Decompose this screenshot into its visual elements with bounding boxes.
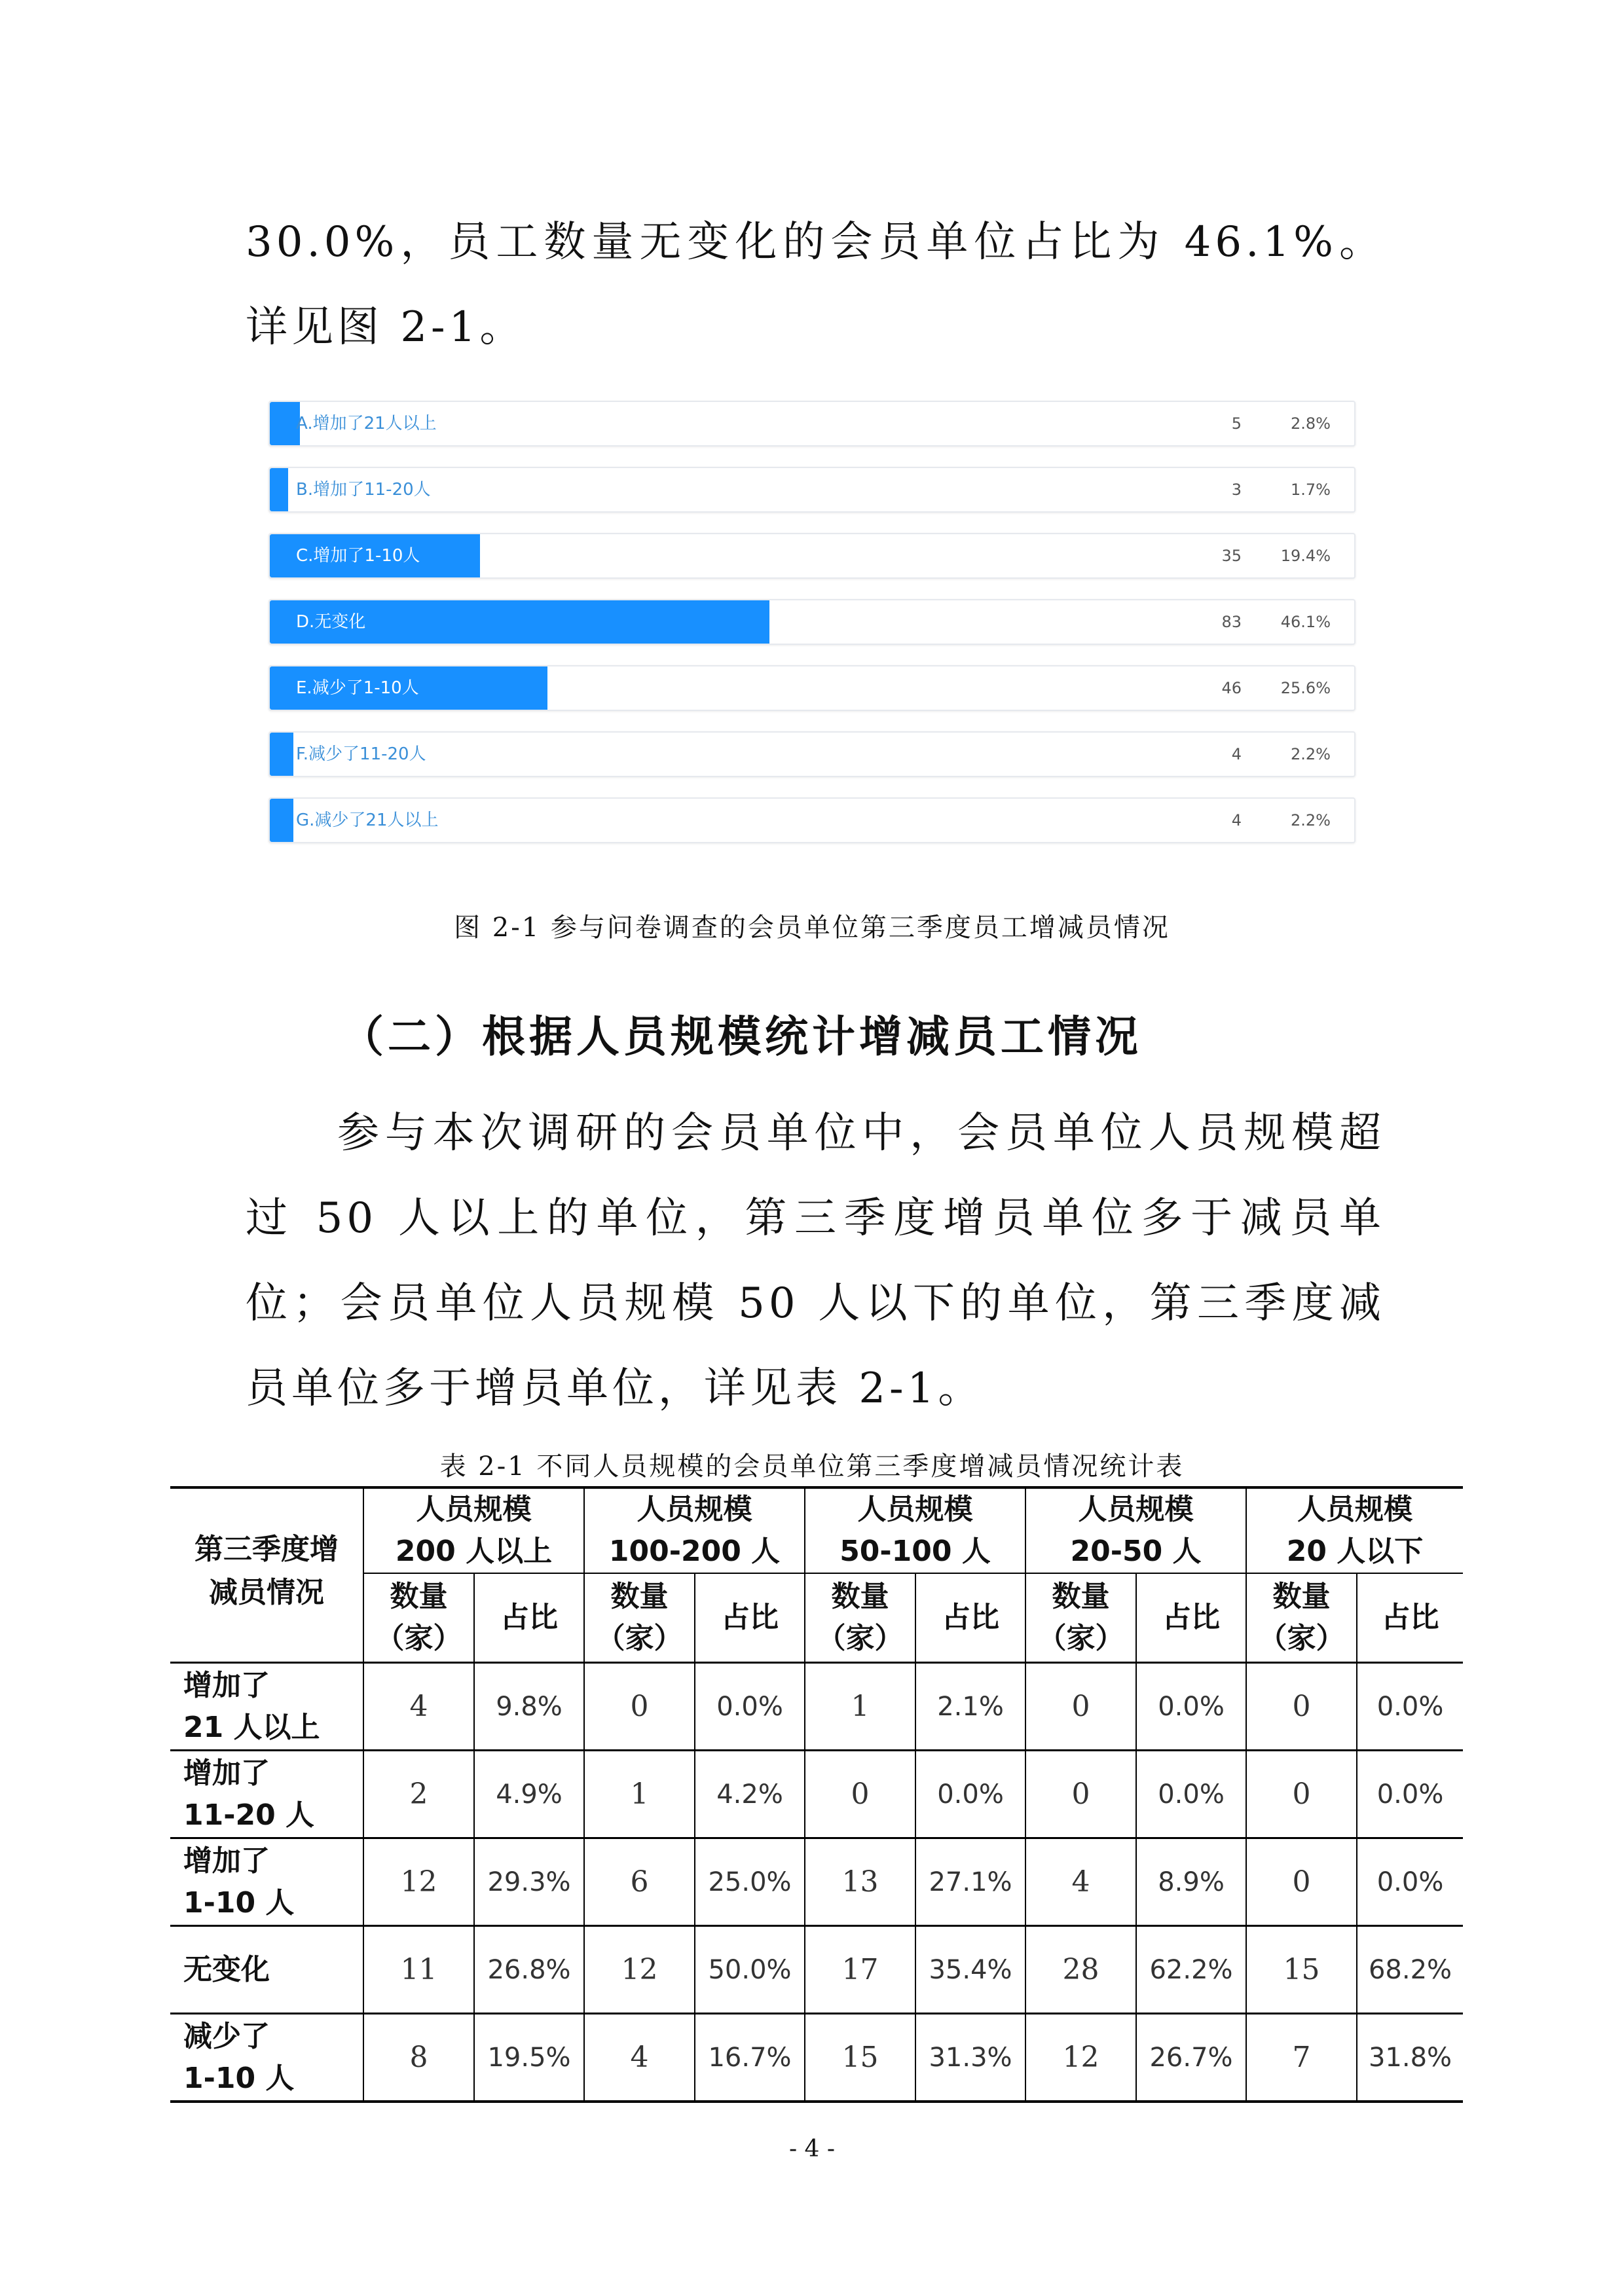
table-row xyxy=(170,2014,1463,2102)
text-line: 占比 xyxy=(942,1601,1000,1634)
group-header xyxy=(363,1487,584,1573)
count-cell: 17 xyxy=(805,1926,915,2014)
percent-cell: 0.0% xyxy=(1357,1751,1463,1838)
bar-label: E.减少了1-10人 xyxy=(296,678,419,698)
corner-line-2: 减员情况 xyxy=(209,1576,324,1609)
percent-cell: 29.3% xyxy=(474,1838,584,1926)
bar-label: B.增加了11-20人 xyxy=(296,480,431,500)
percent-cell: 27.1% xyxy=(915,1838,1025,1926)
table-row xyxy=(170,1751,1463,1838)
table-row xyxy=(170,1926,1463,2014)
percent-header xyxy=(474,1573,584,1663)
percent-cell: 31.3% xyxy=(915,2014,1025,2102)
percent-cell: 25.0% xyxy=(695,1838,805,1926)
text-line: 人员规模 xyxy=(637,1493,752,1526)
text-line: 占比 xyxy=(1162,1601,1221,1634)
count-header xyxy=(1246,1573,1357,1663)
bar-row xyxy=(268,401,1356,446)
text-line: 增加了 xyxy=(183,1756,270,1790)
text-line: （家） xyxy=(817,1622,904,1655)
percent-header xyxy=(915,1573,1025,1663)
group-header xyxy=(1246,1487,1463,1573)
corner-line-1: 第三季度增 xyxy=(194,1533,339,1566)
bar-percent: 2.2% xyxy=(1291,745,1331,763)
bar xyxy=(270,799,293,842)
count-cell: 4 xyxy=(584,2014,695,2102)
text-line: 减少了 xyxy=(183,2019,270,2053)
percent-cell: 4.2% xyxy=(695,1751,805,1838)
bar-row xyxy=(268,533,1356,579)
text-line: 增加了 xyxy=(183,1844,270,1878)
text-line: 50-100 人 xyxy=(840,1535,991,1568)
text-line: 人员规模 xyxy=(416,1493,532,1526)
count-cell: 0 xyxy=(1246,1751,1357,1838)
count-cell: 8 xyxy=(363,2014,474,2102)
figure-caption: 图 2-1 参与问卷调查的会员单位第三季度员工增减员情况 xyxy=(454,913,1170,943)
percent-cell: 0.0% xyxy=(1357,1838,1463,1926)
bar-percent: 2.2% xyxy=(1291,811,1331,829)
paragraph-body: 参与本次调研的会员单位中，会员单位人员规模超过 50 人以上的单位，第三季度增员单位多于减员单位；会员单位人员规模 50 人以下的单位，第三季度减员单位多于增员单位，详见表 2-1。 xyxy=(246,1109,1385,1413)
row-label xyxy=(170,2014,363,2102)
text-line: 1-10 人 xyxy=(183,1886,295,1920)
bar-percent: 46.1% xyxy=(1280,613,1331,631)
text-line: （家） xyxy=(375,1622,462,1655)
bar-percent: 19.4% xyxy=(1280,547,1331,565)
text-line: 100-200 人 xyxy=(608,1535,781,1568)
count-cell: 12 xyxy=(584,1926,695,2014)
paragraph-intro: 30.0%，员工数量无变化的会员单位占比为 46.1%。详见图 2-1。 xyxy=(246,218,1385,352)
table-row xyxy=(170,1838,1463,1926)
count-cell: 1 xyxy=(584,1751,695,1838)
percent-cell: 9.8% xyxy=(474,1663,584,1751)
count-header xyxy=(1025,1573,1136,1663)
bar-row xyxy=(268,797,1356,843)
bar-count: 4 xyxy=(1231,811,1242,829)
count-cell: 0 xyxy=(1246,1663,1357,1751)
table-row xyxy=(170,1663,1463,1751)
page-number: - 4 - xyxy=(788,2136,836,2162)
bar-percent: 1.7% xyxy=(1291,481,1331,499)
count-cell: 6 xyxy=(584,1838,695,1926)
percent-cell: 68.2% xyxy=(1357,1926,1463,2014)
percent-cell: 0.0% xyxy=(1357,1663,1463,1751)
percent-cell: 62.2% xyxy=(1136,1926,1246,2014)
text-line: 数量 xyxy=(610,1580,669,1613)
stats-table xyxy=(170,1486,1463,2103)
table-caption: 表 2-1 不同人员规模的会员单位第三季度增减员情况统计表 xyxy=(439,1451,1185,1482)
text-line: 人员规模 xyxy=(857,1493,973,1526)
bar-count: 5 xyxy=(1231,414,1242,433)
percent-cell: 31.8% xyxy=(1357,2014,1463,2102)
percent-cell: 26.8% xyxy=(474,1926,584,2014)
count-cell: 0 xyxy=(805,1751,915,1838)
bar-count: 83 xyxy=(1221,613,1242,631)
text-line: 数量 xyxy=(1052,1580,1110,1613)
bar xyxy=(270,733,293,776)
percent-cell: 0.0% xyxy=(1136,1663,1246,1751)
text-line: 11-20 人 xyxy=(183,1798,315,1832)
bar-row xyxy=(268,599,1356,645)
text-line: 无变化 xyxy=(183,1952,270,1986)
bar-percent: 25.6% xyxy=(1280,679,1331,697)
percent-header xyxy=(1136,1573,1246,1663)
bar-label: F.减少了11-20人 xyxy=(296,744,426,764)
count-cell: 11 xyxy=(363,1926,474,2014)
count-cell: 7 xyxy=(1246,2014,1357,2102)
text-line: 占比 xyxy=(721,1601,779,1634)
count-cell: 12 xyxy=(1025,2014,1136,2102)
percent-cell: 2.1% xyxy=(915,1663,1025,1751)
text-line: 20-50 人 xyxy=(1070,1535,1202,1568)
text-line: （家） xyxy=(1258,1622,1345,1655)
count-header xyxy=(584,1573,695,1663)
text-line: （家） xyxy=(1037,1622,1124,1655)
bar-count: 35 xyxy=(1221,547,1242,565)
count-cell: 0 xyxy=(1246,1838,1357,1926)
text-line: 数量 xyxy=(1272,1580,1331,1613)
row-label xyxy=(170,1751,363,1838)
group-header xyxy=(1025,1487,1246,1573)
row-label xyxy=(170,1926,363,2014)
count-cell: 2 xyxy=(363,1751,474,1838)
percent-cell: 35.4% xyxy=(915,1926,1025,2014)
text-line: 占比 xyxy=(500,1601,558,1634)
count-header xyxy=(363,1573,474,1663)
bar-count: 46 xyxy=(1221,679,1242,697)
count-header xyxy=(805,1573,915,1663)
bar-row xyxy=(268,731,1356,777)
count-cell: 15 xyxy=(805,2014,915,2102)
bar-label: G.减少了21人以上 xyxy=(296,811,439,830)
count-cell: 4 xyxy=(363,1663,474,1751)
text-line: 增加了 xyxy=(183,1668,270,1702)
percent-cell: 16.7% xyxy=(695,2014,805,2102)
count-cell: 12 xyxy=(363,1838,474,1926)
bar xyxy=(270,468,288,511)
text-line: 1-10 人 xyxy=(183,2061,295,2095)
percent-cell: 0.0% xyxy=(915,1751,1025,1838)
percent-cell: 4.9% xyxy=(474,1751,584,1838)
text-line: 数量 xyxy=(390,1580,448,1613)
count-cell: 15 xyxy=(1246,1926,1357,2014)
section-heading: （二）根据人员规模统计增减员工情况 xyxy=(341,1011,1142,1062)
text-line: 占比 xyxy=(1381,1601,1439,1634)
percent-header xyxy=(1357,1573,1463,1663)
group-header xyxy=(805,1487,1025,1573)
count-cell: 28 xyxy=(1025,1926,1136,2014)
text-line: 20 人以下 xyxy=(1286,1535,1424,1568)
percent-cell: 0.0% xyxy=(695,1663,805,1751)
bar-percent: 2.8% xyxy=(1291,414,1331,433)
count-cell: 4 xyxy=(1025,1838,1136,1926)
table-corner-header xyxy=(170,1487,363,1663)
percent-header xyxy=(695,1573,805,1663)
count-cell: 0 xyxy=(1025,1751,1136,1838)
percent-cell: 0.0% xyxy=(1136,1751,1246,1838)
bar-label: A.增加了21人以上 xyxy=(296,414,437,433)
row-label xyxy=(170,1838,363,1926)
bar-label: D.无变化 xyxy=(296,612,366,632)
text-line: （家） xyxy=(596,1622,683,1655)
count-cell: 1 xyxy=(805,1663,915,1751)
text-line: 200 人以上 xyxy=(395,1535,553,1568)
percent-cell: 19.5% xyxy=(474,2014,584,2102)
count-cell: 0 xyxy=(1025,1663,1136,1751)
row-label xyxy=(170,1663,363,1751)
bar-count: 3 xyxy=(1231,481,1242,499)
text-line: 人员规模 xyxy=(1297,1493,1413,1526)
bar-count: 4 xyxy=(1231,745,1242,763)
text-line: 人员规模 xyxy=(1078,1493,1194,1526)
percent-cell: 26.7% xyxy=(1136,2014,1246,2102)
text-line: 数量 xyxy=(831,1580,889,1613)
bar-label: C.增加了1-10人 xyxy=(296,546,420,566)
bar-row xyxy=(268,467,1356,513)
count-cell: 0 xyxy=(584,1663,695,1751)
percent-cell: 50.0% xyxy=(695,1926,805,2014)
percent-cell: 8.9% xyxy=(1136,1838,1246,1926)
bar-row xyxy=(268,665,1356,711)
bar-chart xyxy=(268,401,1356,864)
count-cell: 13 xyxy=(805,1838,915,1926)
text-line: 21 人以上 xyxy=(183,1710,320,1744)
group-header xyxy=(584,1487,805,1573)
